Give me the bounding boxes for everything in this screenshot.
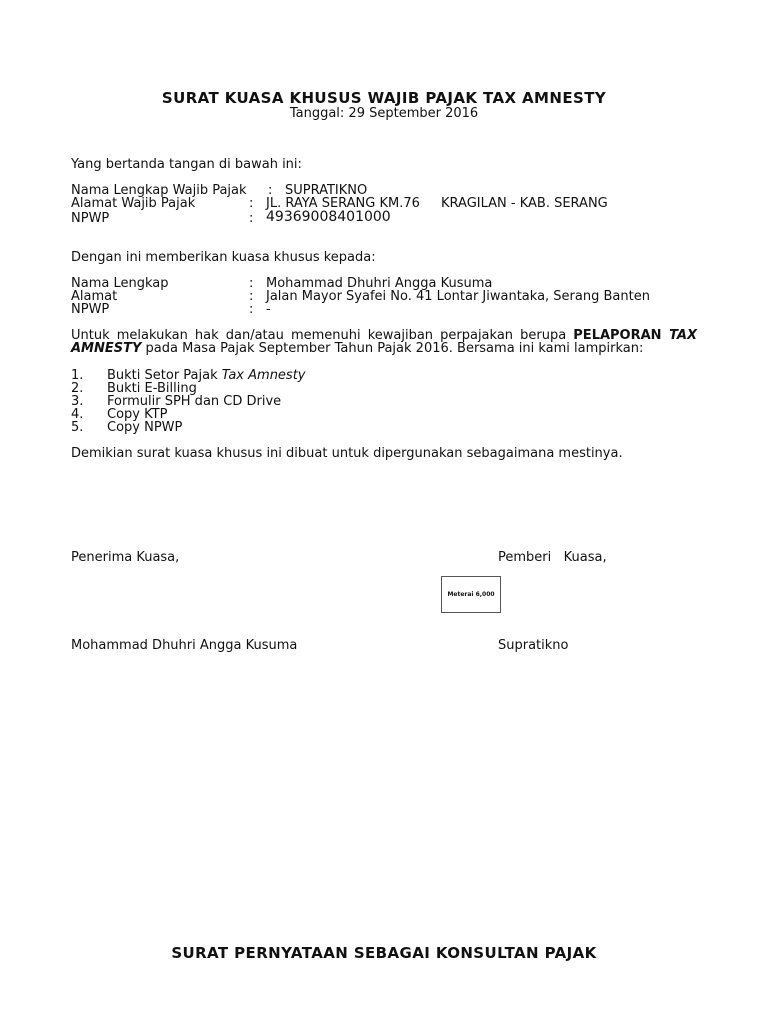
attachment-number: 3. bbox=[71, 394, 84, 409]
grantor-npwp-value: 49369008401000 bbox=[266, 209, 391, 225]
giver-label: Pemberi Kuasa, bbox=[498, 550, 607, 565]
grantor-name-colon: : bbox=[268, 183, 273, 198]
purpose-bold: PELAPORAN bbox=[573, 328, 670, 343]
stamp-box: Meterai 6,000 bbox=[441, 576, 501, 613]
grantor-address-value-2: KRAGILAN - KAB. SERANG bbox=[441, 196, 608, 211]
attachment-number: 5. bbox=[71, 420, 84, 435]
grantor-address-label: Alamat Wajib Pajak bbox=[71, 196, 196, 211]
intro2-text: Dengan ini memberikan kuasa khusus kepada: bbox=[71, 250, 376, 265]
closing-text: Demikian surat kuasa khusus ini dibuat untuk dipergunakan sebagaimana mestinya. bbox=[71, 446, 623, 461]
grantee-npwp-label: NPWP bbox=[71, 302, 110, 317]
grantee-npwp-value: - bbox=[266, 302, 271, 317]
purpose-text-2: pada Masa Pajak September Tahun Pajak 2016. Bersama ini kami lampirkan: bbox=[141, 341, 644, 356]
attachment-item: Bukti E-Billing bbox=[107, 381, 197, 396]
attachment-item: Copy KTP bbox=[107, 407, 168, 422]
attachment-item: Bukti Setor Pajak Tax Amnesty bbox=[107, 368, 306, 383]
intro-text: Yang bertanda tangan di bawah ini: bbox=[71, 157, 302, 172]
grantor-name-value: SUPRATIKNO bbox=[285, 183, 368, 198]
grantor-address-colon: : bbox=[249, 196, 254, 211]
document-date: Tanggal: 29 September 2016 bbox=[289, 106, 479, 121]
attachment-number: 4. bbox=[71, 407, 84, 422]
purpose-text-1: Untuk melakukan hak dan/atau memenuhi kewajiban perpajakan berupa bbox=[71, 328, 574, 343]
attachment-item: Formulir SPH dan CD Drive bbox=[107, 394, 282, 409]
grantee-address-colon: : bbox=[249, 289, 254, 304]
grantee-name-colon: : bbox=[249, 276, 254, 291]
receiver-label: Penerima Kuasa, bbox=[71, 550, 180, 565]
purpose-paragraph bbox=[71, 329, 697, 355]
grantee-address-value: Jalan Mayor Syafei No. 41 Lontar Jiwantaka, Serang Banten bbox=[266, 289, 650, 304]
attachment-number: 1. bbox=[71, 368, 84, 383]
grantee-name-value: Mohammad Dhuhri Angga Kusuma bbox=[266, 276, 493, 291]
grantor-npwp-label: NPWP bbox=[71, 211, 110, 226]
attachment-number: 2. bbox=[71, 381, 84, 396]
attachment-item: Copy NPWP bbox=[107, 420, 183, 435]
grantee-address-label: Alamat bbox=[71, 289, 118, 304]
next-document-title: SURAT PERNYATAAN SEBAGAI KONSULTAN PAJAK bbox=[171, 944, 597, 962]
document-title: SURAT KUASA KHUSUS WAJIB PAJAK TAX AMNESTY bbox=[161, 89, 607, 107]
grantee-npwp-colon: : bbox=[249, 302, 254, 317]
giver-name: Supratikno bbox=[498, 638, 569, 653]
grantor-address-value: JL. RAYA SERANG KM.76 bbox=[266, 196, 420, 211]
grantor-npwp-colon: : bbox=[249, 211, 254, 226]
purpose-bold-italic: TAX AMNESTY bbox=[71, 328, 698, 356]
grantor-name-label: Nama Lengkap Wajib Pajak bbox=[71, 183, 247, 198]
grantee-name-label: Nama Lengkap bbox=[71, 276, 169, 291]
receiver-name: Mohammad Dhuhri Angga Kusuma bbox=[71, 638, 298, 653]
